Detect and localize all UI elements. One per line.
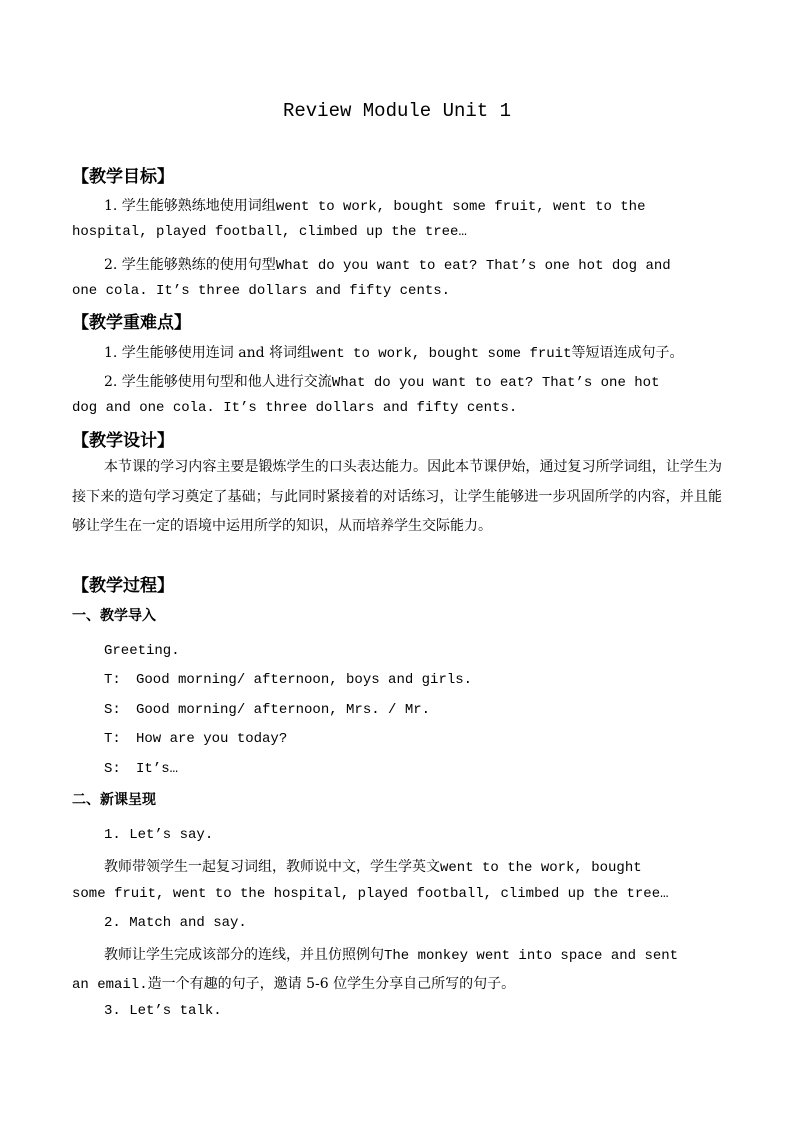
document-title: Review Module Unit 1 [282,100,512,122]
objectives-item-2: 2. 学生能够熟练的使用句型What do you want to eat? That’s one hot dog and [104,257,671,274]
step-1-title: 1. Let’s say. [104,827,214,843]
dialog-speaker: T: [104,672,121,688]
design-paragraph: 本节课的学习内容主要是锻炼学生的口头表达能力。因此本节课伊始，通过复习所学词组，让学生为接下来的造句学习奠定了基础；与此同时紧接着的对话练习，让学生能够进一步巩固所学的内容，并且能够让学生在一定的语境中运用所学的知识，从而培养学生交际能力。 [72,459,722,534]
dialog-speaker: S: [104,702,121,718]
objectives-item-1: 1. 学生能够熟练地使用词组went to work, bought some fruit, went to the [104,198,646,215]
process-heading: 【教学过程】 [72,576,174,596]
dialog-speaker: T: [104,731,121,747]
key-points-item-2-cont: dog and one cola. It’s three dollars and fifty cents. [72,400,518,416]
dialog-speaker: S: [104,761,121,777]
section-2-heading: 二、新课呈现 [72,792,156,808]
dialog-line [104,672,472,688]
key-points-item-1: 1. 学生能够使用连词 and 将词组went to work, bought some fruit等短语连成句子。 [104,345,684,362]
key-points-heading: 【教学重难点】 [72,313,191,333]
dialog-text: Good morning/ afternoon, boys and girls. [136,672,473,688]
step-2-text: 教师让学生完成该部分的连线，并且仿照例句The monkey went into space and sent [104,947,679,964]
objectives-item-2-cont: one cola. It’s three dollars and fifty cents. [72,283,451,299]
dialog-text: Good morning/ afternoon, Mrs. / Mr. [136,702,431,718]
step-1-text-cont: some fruit, went to the hospital, played football, climbed up the tree… [72,886,669,902]
objectives-item-1-cont: hospital, played football, climbed up the tree… [72,224,467,240]
step-2-title: 2. Match and say. [104,915,247,931]
step-2-text-cont: an email.造一个有趣的句子，邀请 5-6 位学生分享自己所写的句子。 [72,976,516,993]
dialog-text: It’s… [136,761,179,777]
dialog-line [104,702,430,718]
greeting-line: Greeting. [104,643,180,659]
design-heading: 【教学设计】 [72,431,174,451]
dialog-line [104,761,178,777]
section-1-heading: 一、教学导入 [72,608,156,624]
key-points-item-2: 2. 学生能够使用句型和他人进行交流What do you want to eat? That’s one hot [104,374,660,391]
step-3-title: 3. Let’s talk. [104,1003,222,1019]
objectives-heading: 【教学目标】 [72,167,174,187]
step-1-text: 教师带领学生一起复习词组，教师说中文，学生学英文went to the work, bought [104,859,642,876]
dialog-text: How are you today? [136,731,288,747]
dialog-line [104,731,287,747]
